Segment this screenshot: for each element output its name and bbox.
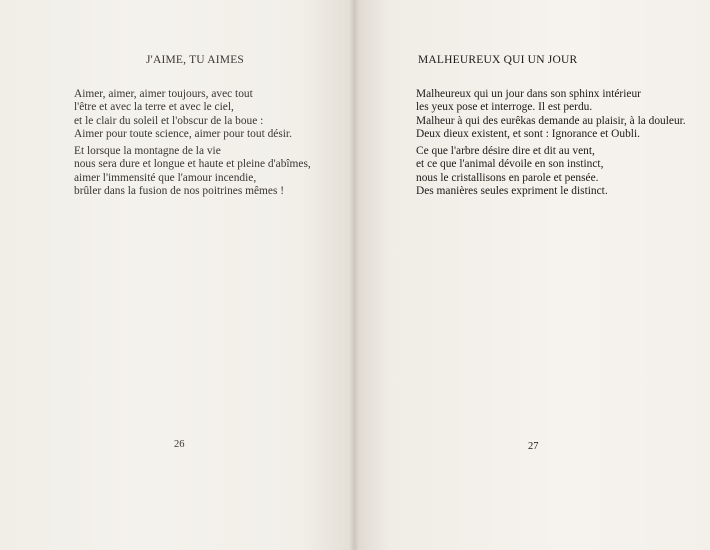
poem-line: Malheur à qui des eurêkas demande au plaisir, à la douleur.: [416, 114, 686, 127]
poem-title-left: J'AIME, TU AIMES: [146, 54, 245, 66]
poem-line: et le clair du soleil et l'obscur de la boue :: [74, 114, 264, 127]
poem-line: Aimer, aimer, aimer toujours, avec tout: [74, 88, 253, 100]
poem-line: Deux dieux existent, et sont : Ignorance et Oubli.: [416, 128, 640, 141]
poem-line: Malheureux qui un jour dans son sphinx intérieur: [416, 88, 641, 100]
page-number-left: 26: [174, 439, 185, 450]
poem-stanza: [74, 88, 292, 142]
poem-title-right: MALHEUREUX QUI UN JOUR: [418, 54, 578, 66]
poem-line: Et lorsque la montagne de la vie: [74, 145, 221, 157]
poem-line: l'être et avec la terre et avec le ciel,: [74, 101, 234, 114]
poem-line: les yeux pose et interroge. Il est perdu.: [416, 101, 593, 114]
page-number-right: 27: [528, 441, 539, 452]
book-gutter: [349, 0, 359, 550]
poem-stanza: [416, 88, 686, 142]
poem-line: nous sera dure et longue et haute et pleine d'abîmes,: [74, 158, 311, 171]
left-page: [0, 0, 354, 550]
poem-stanza: [74, 145, 311, 199]
poem-line: brûler dans la fusion de nos poitrines mêmes !: [74, 185, 285, 198]
poem-line: Aimer pour toute science, aimer pour tout désir.: [74, 128, 292, 141]
poem-stanza: [416, 145, 608, 199]
poem-line: nous le cristallisons en parole et pensée.: [416, 171, 599, 184]
poem-line: aimer l'immensité que l'amour incendie,: [74, 171, 257, 184]
right-page: [354, 0, 710, 550]
poem-line: Des manières seules expriment le distinct.: [416, 185, 608, 198]
poem-line: et ce que l'animal dévoile en son instinct,: [416, 158, 604, 171]
poem-line: Ce que l'arbre désire dire et dit au vent,: [416, 145, 595, 157]
